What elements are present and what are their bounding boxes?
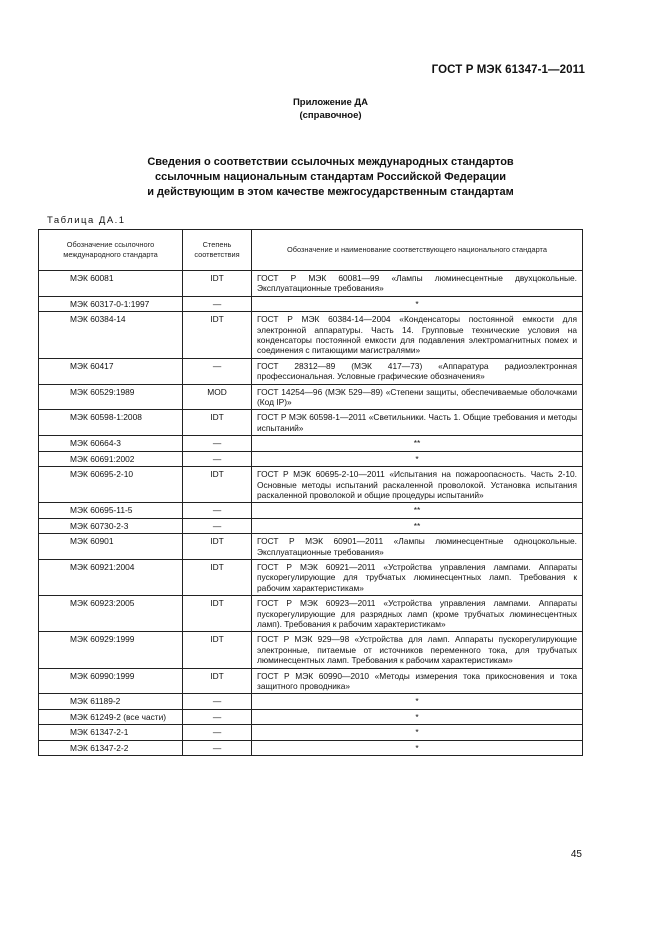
international-standard-cell: МЭК 60384-14 xyxy=(39,312,183,359)
header-national-standard: Обозначение и наименование соответствующего национального стандарта xyxy=(252,230,583,271)
international-standard-cell: МЭК 61189-2 xyxy=(39,694,183,709)
compliance-degree-cell: — xyxy=(183,451,252,466)
national-standard-cell: ГОСТ Р МЭК 60384-14—2004 «Конденсаторы постоянной емкости для электронной аппаратуры. Часть 14. Групповые технические условия на конденсаторы постоянной емкости для подавления электромагнитных помех и соединения с питающими магистралями» xyxy=(252,312,583,359)
header-international-standard: Обозначение ссылочного международного стандарта xyxy=(39,230,183,271)
table-row xyxy=(39,668,583,694)
compliance-degree-cell: — xyxy=(183,518,252,533)
national-standard-cell: ** xyxy=(252,518,583,533)
table-row xyxy=(39,271,583,297)
international-standard-cell: МЭК 60081 xyxy=(39,271,183,297)
national-standard-cell: ГОСТ Р МЭК 60990—2010 «Методы измерения тока прикосновения и тока защитного проводника» xyxy=(252,668,583,694)
appendix-title: Приложение ДА xyxy=(292,97,369,108)
compliance-degree-cell: MOD xyxy=(183,384,252,410)
compliance-degree-cell: IDT xyxy=(183,410,252,436)
international-standard-cell: МЭК 60317-0-1:1997 xyxy=(39,296,183,311)
title-line: Сведения о соответствии ссылочных международных стандартов xyxy=(147,156,514,168)
national-standard-cell: * xyxy=(252,694,583,709)
table-row xyxy=(39,436,583,451)
compliance-degree-cell: IDT xyxy=(183,271,252,297)
appendix-heading xyxy=(0,96,661,122)
national-standard-cell: ГОСТ Р МЭК 60695-2-10—2011 «Испытания на пожароопасность. Часть 2-10. Основные методы испытаний раскаленной проволокой. Установка испытания раскаленной проволокой и общие процедуры испытаний» xyxy=(252,467,583,503)
table-row xyxy=(39,740,583,755)
national-standard-cell: ГОСТ Р МЭК 60923—2011 «Устройства управления лампами. Аппараты пускорегулирующие для разрядных ламп (кроме трубчатых люминесцентных ламп). Требования к рабочим характеристикам» xyxy=(252,596,583,632)
table-label: Таблица ДА.1 xyxy=(47,215,126,226)
header-compliance-degree: Степень соответствия xyxy=(183,230,252,271)
national-standard-cell: * xyxy=(252,740,583,755)
international-standard-cell: МЭК 61347-2-2 xyxy=(39,740,183,755)
table-row xyxy=(39,534,583,560)
international-standard-cell: МЭК 60691:2002 xyxy=(39,451,183,466)
table-row xyxy=(39,296,583,311)
international-standard-cell: МЭК 60417 xyxy=(39,358,183,384)
compliance-degree-cell: IDT xyxy=(183,467,252,503)
international-standard-cell: МЭК 60529:1989 xyxy=(39,384,183,410)
national-standard-cell: ГОСТ Р МЭК 60901—2011 «Лампы люминесцентные одноцокольные. Эксплуатационные требования» xyxy=(252,534,583,560)
title-line: ссылочным национальным стандартам Российской Федерации xyxy=(154,171,507,183)
compliance-degree-cell: — xyxy=(183,725,252,740)
national-standard-cell: ГОСТ Р МЭК 929—98 «Устройства для ламп. Аппараты пускорегулирующие электронные, питаемые от источников переменного тока, для трубчатых люминесцентных ламп. Требования к рабочим характеристикам» xyxy=(252,632,583,668)
table-row xyxy=(39,709,583,724)
table-row xyxy=(39,596,583,632)
international-standard-cell: МЭК 60695-2-10 xyxy=(39,467,183,503)
correspondence-table xyxy=(38,229,583,756)
document-code: ГОСТ Р МЭК 61347-1—2011 xyxy=(431,64,585,76)
national-standard-cell: ** xyxy=(252,436,583,451)
national-standard-cell: * xyxy=(252,709,583,724)
table-row xyxy=(39,503,583,518)
international-standard-cell: МЭК 60901 xyxy=(39,534,183,560)
compliance-degree-cell: — xyxy=(183,358,252,384)
compliance-degree-cell: — xyxy=(183,503,252,518)
compliance-degree-cell: — xyxy=(183,740,252,755)
table-row xyxy=(39,694,583,709)
compliance-degree-cell: — xyxy=(183,296,252,311)
compliance-degree-cell: IDT xyxy=(183,632,252,668)
national-standard-cell: * xyxy=(252,451,583,466)
international-standard-cell: МЭК 60730-2-3 xyxy=(39,518,183,533)
international-standard-cell: МЭК 60695-11-5 xyxy=(39,503,183,518)
national-standard-cell: ** xyxy=(252,503,583,518)
table-header-row xyxy=(39,230,583,271)
national-standard-cell: ГОСТ Р МЭК 60921—2011 «Устройства управления лампами. Аппараты пускорегулирующие для трубчатых люминесцентных ламп. Требования к рабочим характеристикам» xyxy=(252,559,583,595)
title-line: и действующим в этом качестве межгосударственным стандартам xyxy=(147,186,514,198)
compliance-degree-cell: IDT xyxy=(183,559,252,595)
appendix-note: (справочное) xyxy=(299,110,362,121)
compliance-degree-cell: — xyxy=(183,694,252,709)
national-standard-cell: ГОСТ 14254—96 (МЭК 529—89) «Степени защиты, обеспечиваемые оболочками (Код IP)» xyxy=(252,384,583,410)
international-standard-cell: МЭК 61347-2-1 xyxy=(39,725,183,740)
table-row xyxy=(39,410,583,436)
international-standard-cell: МЭК 60921:2004 xyxy=(39,559,183,595)
table-row xyxy=(39,725,583,740)
table-row xyxy=(39,358,583,384)
national-standard-cell: ГОСТ Р МЭК 60081—99 «Лампы люминесцентные двухцокольные. Эксплуатационные требования» xyxy=(252,271,583,297)
table-row xyxy=(39,451,583,466)
international-standard-cell: МЭК 60664-3 xyxy=(39,436,183,451)
table-row xyxy=(39,518,583,533)
table-row xyxy=(39,632,583,668)
international-standard-cell: МЭК 60929:1999 xyxy=(39,632,183,668)
international-standard-cell: МЭК 60990:1999 xyxy=(39,668,183,694)
national-standard-cell: * xyxy=(252,296,583,311)
table-row xyxy=(39,559,583,595)
table-row xyxy=(39,467,583,503)
compliance-degree-cell: IDT xyxy=(183,312,252,359)
table-body xyxy=(39,271,583,756)
compliance-degree-cell: — xyxy=(183,436,252,451)
compliance-degree-cell: IDT xyxy=(183,534,252,560)
table-row xyxy=(39,312,583,359)
national-standard-cell: ГОСТ 28312—89 (МЭК 417—73) «Аппаратура радиоэлектронная профессиональная. Условные графические обозначения» xyxy=(252,358,583,384)
compliance-degree-cell: IDT xyxy=(183,596,252,632)
table-row xyxy=(39,384,583,410)
international-standard-cell: МЭК 60923:2005 xyxy=(39,596,183,632)
international-standard-cell: МЭК 60598-1:2008 xyxy=(39,410,183,436)
compliance-degree-cell: — xyxy=(183,709,252,724)
document-title xyxy=(0,155,661,200)
national-standard-cell: ГОСТ Р МЭК 60598-1—2011 «Светильники. Часть 1. Общие требования и методы испытаний» xyxy=(252,410,583,436)
page-number: 45 xyxy=(570,849,582,860)
compliance-degree-cell: IDT xyxy=(183,668,252,694)
national-standard-cell: * xyxy=(252,725,583,740)
international-standard-cell: МЭК 61249-2 (все части) xyxy=(39,709,183,724)
